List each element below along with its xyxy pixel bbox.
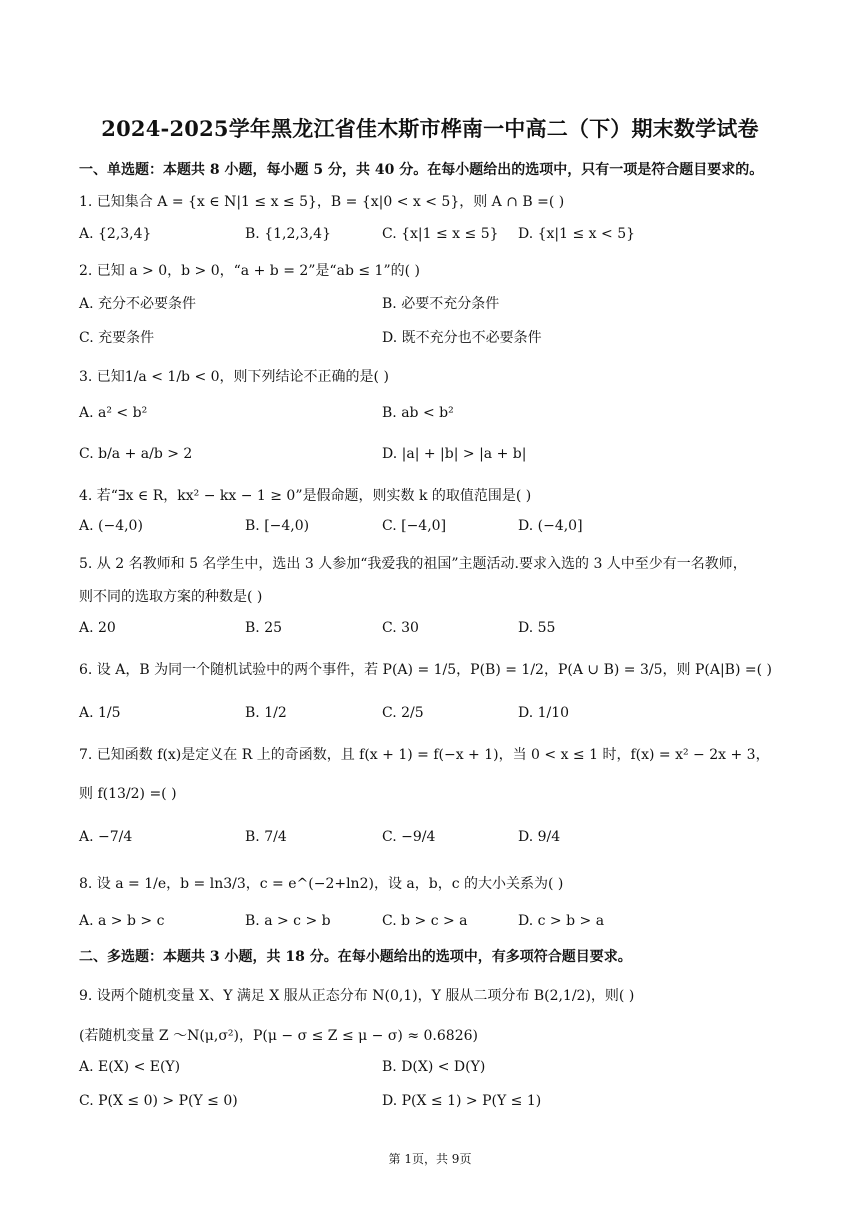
- question-5-stem: 5. 从 2 名教师和 5 名学生中，选出 3 人参加“我爱我的祖国”主题活动.要求入选的 3 人中至少有一名教师，: [79, 556, 747, 572]
- question-9-stem: 9. 设两个随机变量 X、Y 满足 X 服从正态分布 N(0,1)，Y 服从二项分布 B(2,1/2)，则( ): [79, 988, 635, 1004]
- page-footer: 第 1页，共 9页: [388, 1152, 472, 1166]
- question-2-option-c: C. 充要条件: [79, 330, 155, 346]
- question-8-option-d: D. c > b > a: [518, 913, 605, 929]
- page-title: 2024-2025学年黑龙江省佳木斯市桦南一中高二（下）期末数学试卷: [101, 116, 759, 141]
- question-4-option-a: A. (−4,0): [79, 518, 143, 534]
- question-4-stem: 4. 若“∃x ∈ R，kx² − kx − 1 ≥ 0”是假命题，则实数 k 的取值范围是( ): [79, 488, 532, 504]
- question-2-stem: 2. 已知 a > 0，b > 0，“a + b = 2”是“ab ≤ 1”的( ): [79, 263, 420, 279]
- question-2-option-b: B. 必要不充分条件: [382, 296, 500, 312]
- section-heading-multiple-choice: 二、多选题：本题共 3 小题，共 18 分。在每小题给出的选项中，有多项符合题目要求。: [79, 949, 632, 965]
- question-7-stem: 7. 已知函数 f(x)是定义在 R 上的奇函数，且 f(x + 1) = f(−x + 1)，当 0 < x ≤ 1 时，f(x) = x² − 2x + 3，: [79, 747, 770, 763]
- question-9-note: (若随机变量 Z ～N(μ,σ²)，P(μ − σ ≤ Z ≤ μ − σ) ≈ 0.6826): [79, 1028, 478, 1044]
- question-1-option-b: B. {1,2,3,4}: [245, 226, 331, 242]
- question-7-stem-line2: 则 f(13/2) =( ): [79, 786, 177, 802]
- question-3-option-c: C. b/a + a/b > 2: [79, 446, 193, 462]
- question-1-option-d: D. {x|1 ≤ x < 5}: [518, 226, 636, 242]
- question-6-option-c: C. 2/5: [382, 705, 424, 721]
- question-9-option-d: D. P(X ≤ 1) > P(Y ≤ 1): [382, 1093, 542, 1109]
- question-5-option-b: B. 25: [245, 620, 283, 636]
- question-5-option-d: D. 55: [518, 620, 556, 636]
- question-4-option-d: D. (−4,0]: [518, 518, 583, 534]
- question-8-option-c: C. b > c > a: [382, 913, 468, 929]
- question-9-option-c: C. P(X ≤ 0) > P(Y ≤ 0): [79, 1093, 238, 1109]
- question-3-option-b: B. ab < b²: [382, 405, 454, 421]
- question-6-option-a: A. 1/5: [79, 705, 121, 721]
- question-7-option-b: B. 7/4: [245, 829, 287, 845]
- section-heading-single-choice: 一、单选题：本题共 8 小题，每小题 5 分，共 40 分。在每小题给出的选项中，只有一项是符合题目要求的。: [79, 162, 764, 178]
- question-7-option-d: D. 9/4: [518, 829, 561, 845]
- question-7-option-c: C. −9/4: [382, 829, 436, 845]
- question-8-option-b: B. a > c > b: [245, 913, 331, 929]
- question-8-option-a: A. a > b > c: [79, 913, 165, 929]
- question-3-option-a: A. a² < b²: [79, 405, 148, 421]
- question-1-option-c: C. {x|1 ≤ x ≤ 5}: [382, 226, 499, 242]
- question-5-stem-line2: 则不同的选取方案的种数是( ): [79, 589, 263, 605]
- question-6-option-b: B. 1/2: [245, 705, 287, 721]
- question-4-option-b: B. [−4,0): [245, 518, 310, 534]
- question-8-stem: 8. 设 a = 1/e，b = ln3/3，c = e^(−2+ln2)，设 a，b，c 的大小关系为( ): [79, 876, 564, 892]
- question-1-stem: 1. 已知集合 A = {x ∈ N|1 ≤ x ≤ 5}，B = {x|0 < x < 5}，则 A ∩ B =( ): [79, 194, 565, 210]
- question-2-option-a: A. 充分不必要条件: [79, 296, 197, 312]
- question-4-option-c: C. [−4,0]: [382, 518, 447, 534]
- question-5-option-c: C. 30: [382, 620, 419, 636]
- question-1-option-a: A. {2,3,4}: [79, 226, 152, 242]
- question-3-option-d: D. |a| + |b| > |a + b|: [382, 446, 527, 462]
- question-7-option-a: A. −7/4: [79, 829, 133, 845]
- question-6-option-d: D. 1/10: [518, 705, 570, 721]
- question-5-option-a: A. 20: [79, 620, 116, 636]
- question-9-option-a: A. E(X) < E(Y): [79, 1059, 181, 1075]
- question-6-stem: 6. 设 A，B 为同一个随机试验中的两个事件，若 P(A) = 1/5，P(B) = 1/2，P(A ∪ B) = 3/5，则 P(A|B) =( ): [79, 662, 772, 678]
- question-3-stem: 3. 已知1/a < 1/b < 0，则下列结论不正确的是( ): [79, 369, 389, 385]
- question-9-option-b: B. D(X) < D(Y): [382, 1059, 486, 1075]
- question-2-option-d: D. 既不充分也不必要条件: [382, 330, 542, 346]
